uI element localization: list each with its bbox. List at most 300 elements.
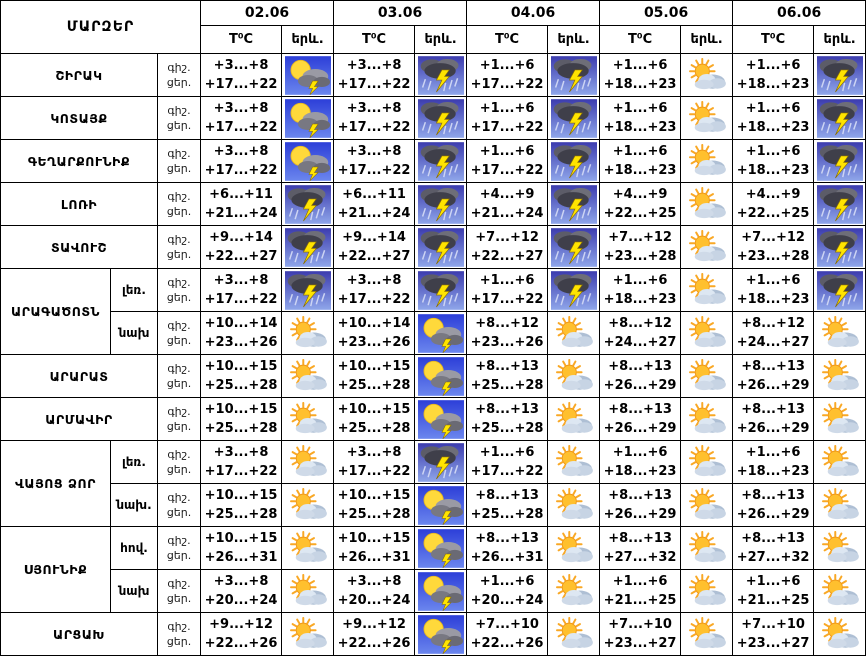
weather-sun-cloud-icon [681, 230, 732, 264]
weather-icon-cell [814, 269, 866, 312]
daynight-label-cell [158, 398, 201, 441]
day-temp: +22...+27 [204, 249, 278, 264]
weather-icon-cell [814, 613, 866, 656]
night-temp: +3...+8 [346, 445, 402, 460]
weather-icon-cell [548, 269, 600, 312]
night-temp: +1...+6 [612, 101, 668, 116]
table-row [1, 269, 866, 312]
weather-icon-cell [814, 398, 866, 441]
weather-icon-cell [814, 54, 866, 97]
weather-thunder-icon [814, 56, 865, 95]
weather-thunder-icon [548, 228, 599, 267]
weather-sun-cloud-icon [681, 617, 732, 651]
table-row [1, 398, 866, 441]
weather-icon-cell [548, 570, 600, 613]
temp-cell [600, 398, 681, 441]
temp-cell [201, 97, 282, 140]
temp-cell [334, 269, 415, 312]
day-temp: +23...+26 [337, 335, 411, 350]
weather-icon-cell [282, 97, 334, 140]
temp-cell [201, 527, 282, 570]
weather-thunder-icon [548, 56, 599, 95]
temp-cell [600, 140, 681, 183]
table-row [1, 226, 866, 269]
weather-thunder-icon [415, 56, 466, 95]
weather-thunder-icon [415, 99, 466, 138]
weather-icon-cell [282, 613, 334, 656]
daynight-label-cell [158, 183, 201, 226]
night-temp: +4...+9 [612, 187, 668, 202]
day-label: ցեր. [166, 76, 192, 89]
day-temp: +17...+22 [337, 120, 411, 135]
weather-icon-cell [548, 484, 600, 527]
night-temp: +3...+8 [213, 144, 269, 159]
night-temp: +1...+6 [745, 144, 801, 159]
temp-cell [600, 570, 681, 613]
night-temp: +8...+13 [608, 531, 672, 546]
weather-icon-cell [681, 226, 733, 269]
region-cell: ԱՐԱԳԱԾՈՏՆ [1, 269, 111, 355]
weather-icon-cell [415, 527, 467, 570]
region-cell: ԼՈՌԻ [1, 183, 158, 226]
day-temp: +17...+22 [470, 292, 544, 307]
weather-thunder-icon [814, 228, 865, 267]
weather-sun-cloud-icon [814, 488, 865, 522]
weather-thunder-icon [415, 142, 466, 181]
night-temp: +3...+8 [213, 574, 269, 589]
day-temp: +23...+26 [204, 335, 278, 350]
night-temp: +10...+15 [204, 488, 278, 503]
day-temp: +25...+28 [470, 507, 544, 522]
day-temp: +26...+31 [470, 550, 544, 565]
subzone-cell: նախ [111, 570, 158, 613]
temp-cell [733, 140, 814, 183]
weather-icon-cell [814, 183, 866, 226]
temp-cell [733, 527, 814, 570]
weather-sun-cloud-icon [681, 316, 732, 350]
night-label: գիշ. [167, 233, 191, 246]
day-temp: +27...+32 [736, 550, 810, 565]
weather-icon-cell [681, 527, 733, 570]
weather-icon-cell [681, 54, 733, 97]
night-temp: +6...+11 [209, 187, 273, 202]
weather-sun-cloud-icon [548, 445, 599, 479]
temp-cell [600, 269, 681, 312]
region-cell: ՏԱՎՈՒՇ [1, 226, 158, 269]
temp-cell [467, 97, 548, 140]
table-row [1, 484, 866, 527]
weather-sun-cloud-icon [282, 316, 333, 350]
weather-sun-cloud-icon [282, 531, 333, 565]
day-temp: +17...+22 [470, 120, 544, 135]
temp-cell [334, 398, 415, 441]
weather-sun-cloud-icon [282, 574, 333, 608]
weather-sun-cloud-icon [814, 359, 865, 393]
day-temp: +23...+28 [603, 249, 677, 264]
region-cell: ՇԻՐԱԿ [1, 54, 158, 97]
temp-cell [733, 398, 814, 441]
phenomenon-column-header: երև. [282, 26, 334, 54]
night-temp: +3...+8 [346, 144, 402, 159]
weather-sun-cloud-icon [548, 316, 599, 350]
weather-moon-thunder-icon [282, 142, 333, 181]
temp-cell [600, 97, 681, 140]
weather-icon-cell [681, 140, 733, 183]
day-temp: +21...+24 [470, 206, 544, 221]
temp-cell [201, 484, 282, 527]
weather-sun-cloud-icon [814, 445, 865, 479]
weather-sun-cloud-icon [681, 445, 732, 479]
night-temp: +8...+13 [608, 359, 672, 374]
table-row [1, 54, 866, 97]
weather-sun-cloud-icon [681, 187, 732, 221]
night-label: գիշ. [167, 577, 191, 590]
temp-cell [733, 54, 814, 97]
night-temp: +10...+15 [204, 531, 278, 546]
day-temp: +18...+23 [603, 292, 677, 307]
night-temp: +3...+8 [346, 58, 402, 73]
weather-thunder-icon [415, 185, 466, 224]
temp-cell [201, 140, 282, 183]
temp-cell [467, 312, 548, 355]
date-header: 05.06 [600, 1, 733, 26]
weather-sun-cloud-icon [681, 144, 732, 178]
header-row-dates [1, 1, 866, 26]
temp-cell [733, 441, 814, 484]
weather-sun-cloud-icon [681, 488, 732, 522]
temp-cell [201, 183, 282, 226]
night-temp: +3...+8 [213, 58, 269, 73]
weather-moon-thunder-icon [282, 99, 333, 138]
weather-icon-cell [814, 441, 866, 484]
weather-icon-cell [681, 570, 733, 613]
day-temp: +22...+25 [736, 206, 810, 221]
daynight-label-cell [158, 570, 201, 613]
night-temp: +10...+15 [337, 531, 411, 546]
weather-icon-cell [415, 613, 467, 656]
daynight-label-cell [158, 226, 201, 269]
night-temp: +3...+8 [346, 101, 402, 116]
weather-thunder-icon [814, 185, 865, 224]
weather-icon-cell [548, 527, 600, 570]
night-temp: +7...+10 [608, 617, 672, 632]
night-temp: +8...+13 [741, 402, 805, 417]
table-row [1, 570, 866, 613]
weather-thunder-icon [814, 142, 865, 181]
table-row [1, 613, 866, 656]
day-temp: +25...+28 [337, 378, 411, 393]
phenomenon-column-header: երև. [415, 26, 467, 54]
day-temp: +25...+28 [470, 421, 544, 436]
temp-column-header: T⁰C [733, 26, 814, 54]
weather-icon-cell [681, 484, 733, 527]
daynight-label-cell [158, 484, 201, 527]
night-temp: +1...+6 [479, 144, 535, 159]
weather-thunder-icon [548, 99, 599, 138]
weather-sun-cloud-icon [814, 574, 865, 608]
night-temp: +10...+15 [204, 359, 278, 374]
weather-thunder-icon [282, 228, 333, 267]
day-temp: +25...+28 [470, 378, 544, 393]
daynight-label-cell [158, 613, 201, 656]
night-label: գիշ. [167, 620, 191, 633]
night-temp: +7...+12 [741, 230, 805, 245]
day-temp: +17...+22 [204, 464, 278, 479]
day-temp: +21...+25 [603, 593, 677, 608]
night-label: գիշ. [167, 319, 191, 332]
temp-cell [733, 570, 814, 613]
temp-cell [600, 613, 681, 656]
night-temp: +1...+6 [745, 273, 801, 288]
weather-icon-cell [814, 484, 866, 527]
weather-icon-cell [282, 312, 334, 355]
day-temp: +25...+28 [204, 378, 278, 393]
weather-icon-cell [415, 54, 467, 97]
temp-cell [600, 527, 681, 570]
temp-cell [334, 312, 415, 355]
daynight-label-cell [158, 441, 201, 484]
night-label: գիշ. [167, 362, 191, 375]
weather-icon-cell [415, 183, 467, 226]
day-temp: +25...+28 [204, 507, 278, 522]
weather-icon-cell [415, 226, 467, 269]
day-temp: +18...+23 [603, 120, 677, 135]
day-temp: +24...+27 [603, 335, 677, 350]
day-temp: +18...+23 [736, 163, 810, 178]
weather-icon-cell [681, 613, 733, 656]
day-label: ցեր. [166, 162, 192, 175]
day-temp: +25...+28 [204, 421, 278, 436]
temp-cell [467, 398, 548, 441]
temp-cell [733, 312, 814, 355]
day-temp: +24...+27 [736, 335, 810, 350]
day-label: ցեր. [166, 463, 192, 476]
temp-cell [600, 484, 681, 527]
weather-thunder-icon [548, 142, 599, 181]
weather-icon-cell [282, 484, 334, 527]
subzone-cell: լեռ. [111, 269, 158, 312]
date-header: 02.06 [201, 1, 334, 26]
weather-sun-cloud-icon [681, 402, 732, 436]
night-temp: +10...+15 [337, 402, 411, 417]
night-temp: +1...+6 [479, 101, 535, 116]
weather-sun-cloud-icon [548, 402, 599, 436]
temp-cell [600, 54, 681, 97]
night-temp: +10...+14 [204, 316, 278, 331]
temp-cell [334, 54, 415, 97]
night-temp: +6...+11 [342, 187, 406, 202]
night-temp: +1...+6 [745, 58, 801, 73]
night-temp: +7...+10 [475, 617, 539, 632]
temp-cell [467, 613, 548, 656]
night-temp: +10...+15 [337, 488, 411, 503]
day-label: ցեր. [166, 635, 192, 648]
weather-icon-cell [814, 226, 866, 269]
table-body [1, 54, 866, 656]
night-temp: +3...+8 [213, 273, 269, 288]
subzone-cell: նախ. [111, 484, 158, 527]
night-temp: +8...+12 [475, 316, 539, 331]
day-temp: +26...+29 [736, 378, 810, 393]
day-label: ցեր. [166, 506, 192, 519]
weather-thunder-icon [282, 185, 333, 224]
day-temp: +18...+23 [736, 292, 810, 307]
day-temp: +22...+26 [470, 636, 544, 651]
weather-icon-cell [282, 54, 334, 97]
temp-column-header: T⁰C [201, 26, 282, 54]
day-temp: +17...+22 [470, 464, 544, 479]
temp-cell [334, 97, 415, 140]
temp-cell [733, 269, 814, 312]
weather-icon-cell [282, 570, 334, 613]
night-temp: +8...+13 [475, 359, 539, 374]
day-temp: +25...+28 [337, 507, 411, 522]
temp-cell [600, 355, 681, 398]
weather-thunder-icon [415, 271, 466, 310]
temp-cell [733, 97, 814, 140]
weather-icon-cell [681, 355, 733, 398]
night-label: գիշ. [167, 190, 191, 203]
weather-icon-cell [814, 97, 866, 140]
day-label: ցեր. [166, 291, 192, 304]
weather-icon-cell [814, 312, 866, 355]
day-label: ցեր. [166, 420, 192, 433]
day-temp: +22...+27 [337, 249, 411, 264]
day-temp: +23...+27 [603, 636, 677, 651]
night-temp: +4...+9 [745, 187, 801, 202]
day-temp: +21...+24 [337, 206, 411, 221]
date-header: 03.06 [334, 1, 467, 26]
day-temp: +18...+23 [736, 120, 810, 135]
night-temp: +9...+14 [209, 230, 273, 245]
weather-icon-cell [681, 441, 733, 484]
night-label: գիշ. [167, 405, 191, 418]
weather-thunder-icon [814, 99, 865, 138]
night-temp: +1...+6 [745, 445, 801, 460]
temp-cell [467, 140, 548, 183]
day-label: ցեր. [166, 377, 192, 390]
weather-sun-cloud-icon [814, 316, 865, 350]
night-temp: +9...+14 [342, 230, 406, 245]
table-row [1, 140, 866, 183]
temp-cell [467, 484, 548, 527]
weather-moon-thunder-icon [415, 572, 466, 611]
weather-icon-cell [548, 183, 600, 226]
day-label: ցեր. [166, 334, 192, 347]
weather-sun-cloud-icon [282, 617, 333, 651]
phenomenon-column-header: երև. [681, 26, 733, 54]
day-temp: +17...+22 [470, 163, 544, 178]
temp-cell [201, 269, 282, 312]
night-label: գիշ. [167, 448, 191, 461]
weather-sun-cloud-icon [814, 402, 865, 436]
table-row [1, 97, 866, 140]
day-label: ցեր. [166, 592, 192, 605]
day-temp: +20...+24 [337, 593, 411, 608]
day-temp: +22...+26 [337, 636, 411, 651]
weather-icon-cell [415, 269, 467, 312]
weather-icon-cell [814, 140, 866, 183]
night-temp: +8...+13 [741, 488, 805, 503]
weather-thunder-icon [282, 271, 333, 310]
night-temp: +4...+9 [479, 187, 535, 202]
weather-sun-cloud-icon [814, 617, 865, 651]
weather-icon-cell [548, 97, 600, 140]
temp-cell [467, 570, 548, 613]
temp-cell [334, 527, 415, 570]
temp-cell [600, 441, 681, 484]
weather-moon-thunder-icon [415, 486, 466, 525]
weather-icon-cell [415, 140, 467, 183]
temp-cell [733, 613, 814, 656]
day-temp: +18...+23 [736, 77, 810, 92]
day-temp: +18...+23 [603, 464, 677, 479]
table-row [1, 441, 866, 484]
weather-icon-cell [415, 570, 467, 613]
weather-sun-cloud-icon [282, 445, 333, 479]
night-temp: +3...+8 [213, 101, 269, 116]
day-temp: +25...+28 [337, 421, 411, 436]
night-temp: +8...+13 [475, 531, 539, 546]
weather-thunder-icon [415, 228, 466, 267]
temp-cell [201, 54, 282, 97]
region-cell: ՎԱՅՈՑ ՁՈՐ [1, 441, 111, 527]
weather-sun-cloud-icon [282, 488, 333, 522]
night-temp: +8...+12 [608, 316, 672, 331]
weather-icon-cell [681, 97, 733, 140]
day-temp: +23...+27 [736, 636, 810, 651]
phenomenon-column-header: երև. [814, 26, 866, 54]
night-temp: +7...+10 [741, 617, 805, 632]
temp-column-header: T⁰C [334, 26, 415, 54]
weather-icon-cell [681, 398, 733, 441]
weather-icon-cell [282, 140, 334, 183]
day-temp: +26...+29 [603, 421, 677, 436]
phenomenon-column-header: երև. [548, 26, 600, 54]
weather-sun-cloud-icon [681, 359, 732, 393]
weather-sun-cloud-icon [548, 531, 599, 565]
night-temp: +1...+6 [479, 574, 535, 589]
weather-sun-cloud-icon [681, 574, 732, 608]
temp-cell [201, 355, 282, 398]
temp-cell [334, 140, 415, 183]
weather-icon-cell [282, 269, 334, 312]
day-temp: +17...+22 [204, 120, 278, 135]
temp-cell [201, 312, 282, 355]
temp-cell [334, 441, 415, 484]
temp-cell [467, 527, 548, 570]
night-temp: +1...+6 [612, 574, 668, 589]
subzone-cell: նախ [111, 312, 158, 355]
temp-cell [334, 484, 415, 527]
night-label: գիշ. [167, 276, 191, 289]
day-label: ցեր. [166, 549, 192, 562]
day-temp: +23...+26 [470, 335, 544, 350]
daynight-label-cell [158, 355, 201, 398]
temp-cell [334, 570, 415, 613]
temp-cell [733, 484, 814, 527]
weather-moon-thunder-icon [415, 529, 466, 568]
night-temp: +8...+13 [475, 488, 539, 503]
day-temp: +22...+27 [470, 249, 544, 264]
temp-cell [467, 183, 548, 226]
night-label: գիշ. [167, 147, 191, 160]
table-row [1, 355, 866, 398]
region-cell: ԱՐՑԱԽ [1, 613, 158, 656]
day-temp: +20...+24 [204, 593, 278, 608]
day-temp: +17...+22 [204, 77, 278, 92]
night-temp: +9...+12 [342, 617, 406, 632]
